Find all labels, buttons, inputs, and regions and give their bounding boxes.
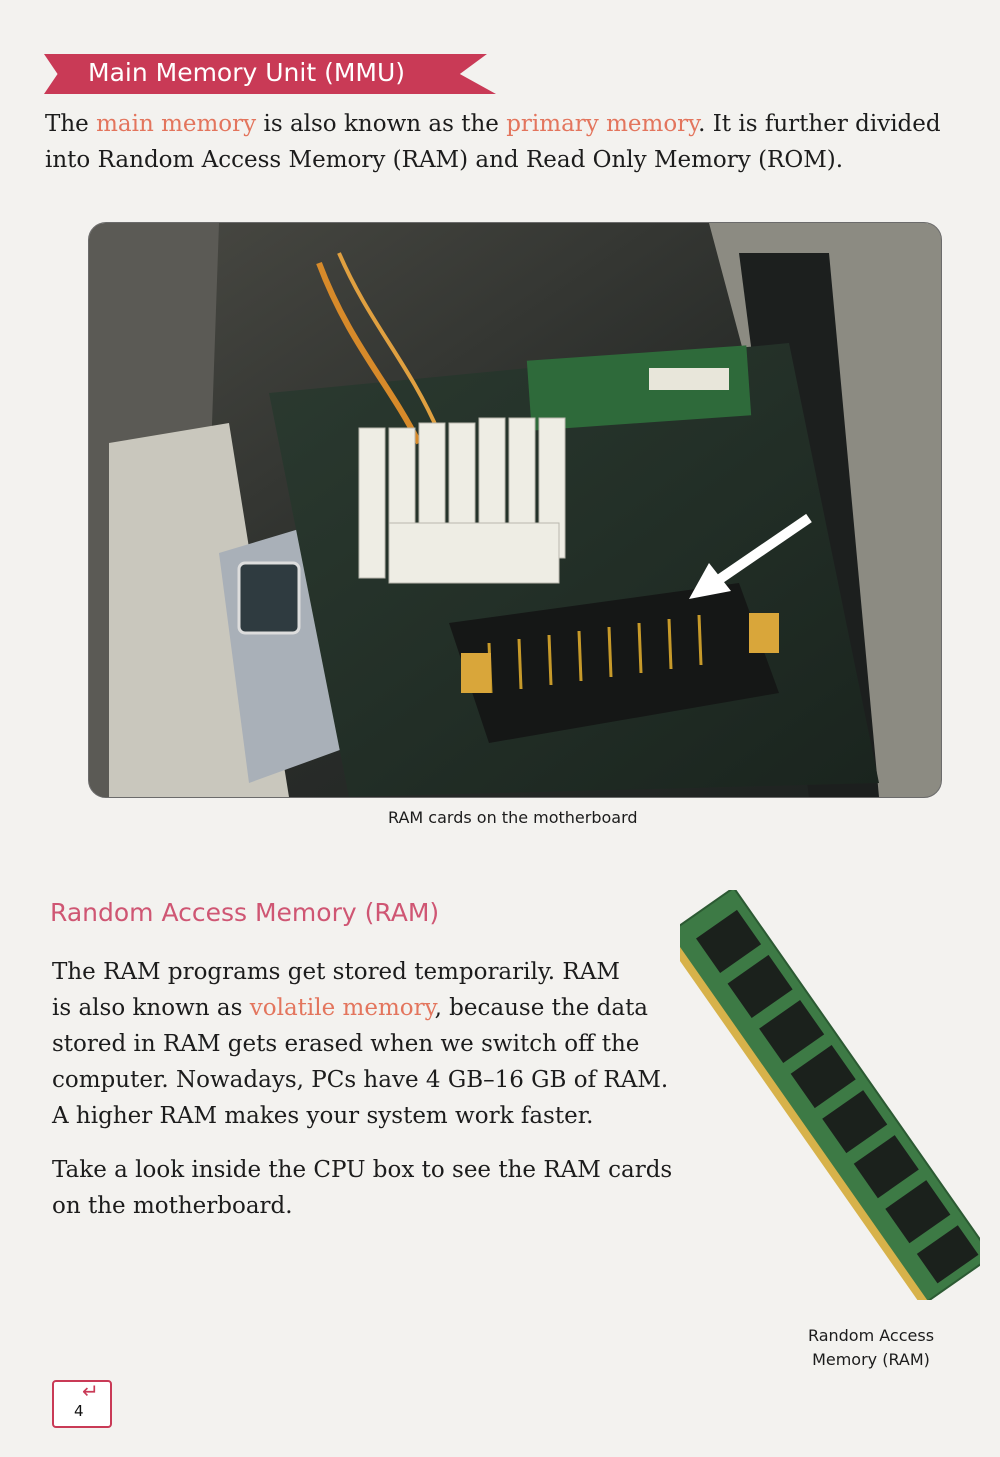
return-arrow-icon: ↵ <box>82 1379 99 1403</box>
volatile-memory-term: volatile memory <box>249 995 435 1021</box>
page-number: 4 <box>74 1402 84 1420</box>
ram-line-3: stored in RAM gets erased when we switch off the <box>52 1031 640 1057</box>
intro-line-1 <box>45 106 941 142</box>
ram-line-2 <box>52 990 648 1026</box>
intro-line-2: into Random Access Memory (RAM) and Read Only Memory (ROM). <box>45 147 844 173</box>
ram-line-5: A higher RAM makes your system work faster. <box>52 1103 594 1129</box>
primary-memory-term: primary memory <box>506 111 699 137</box>
ram-line-1: The RAM programs get stored temporarily. RAM <box>52 959 620 985</box>
intro-text: The <box>45 111 97 137</box>
motherboard-illustration <box>89 223 941 797</box>
ram-text: is also known as <box>52 995 250 1021</box>
ram-caption-line-1: Random Access <box>807 1326 935 1345</box>
ram-p2-line-1: Take a look inside the CPU box to see the RAM cards <box>52 1157 673 1183</box>
intro-text: . It is further divided <box>698 111 941 137</box>
ram-text: , because the data <box>434 995 649 1021</box>
main-memory-term: main memory <box>96 111 257 137</box>
intro-text: is also known as the <box>256 111 507 137</box>
ram-image-caption <box>806 1324 936 1372</box>
section-title: Main Memory Unit (MMU) <box>88 58 406 87</box>
motherboard-photo <box>88 222 942 798</box>
ram-p2-line-2: on the motherboard. <box>52 1193 293 1219</box>
ram-line-4: computer. Nowadays, PCs have 4 GB–16 GB of RAM. <box>52 1067 669 1093</box>
ram-heading: Random Access Memory (RAM) <box>50 898 440 927</box>
photo-caption: RAM cards on the motherboard <box>388 808 638 827</box>
ram-stick-image <box>680 890 980 1300</box>
ram-caption-line-2: Memory (RAM) <box>812 1350 930 1369</box>
